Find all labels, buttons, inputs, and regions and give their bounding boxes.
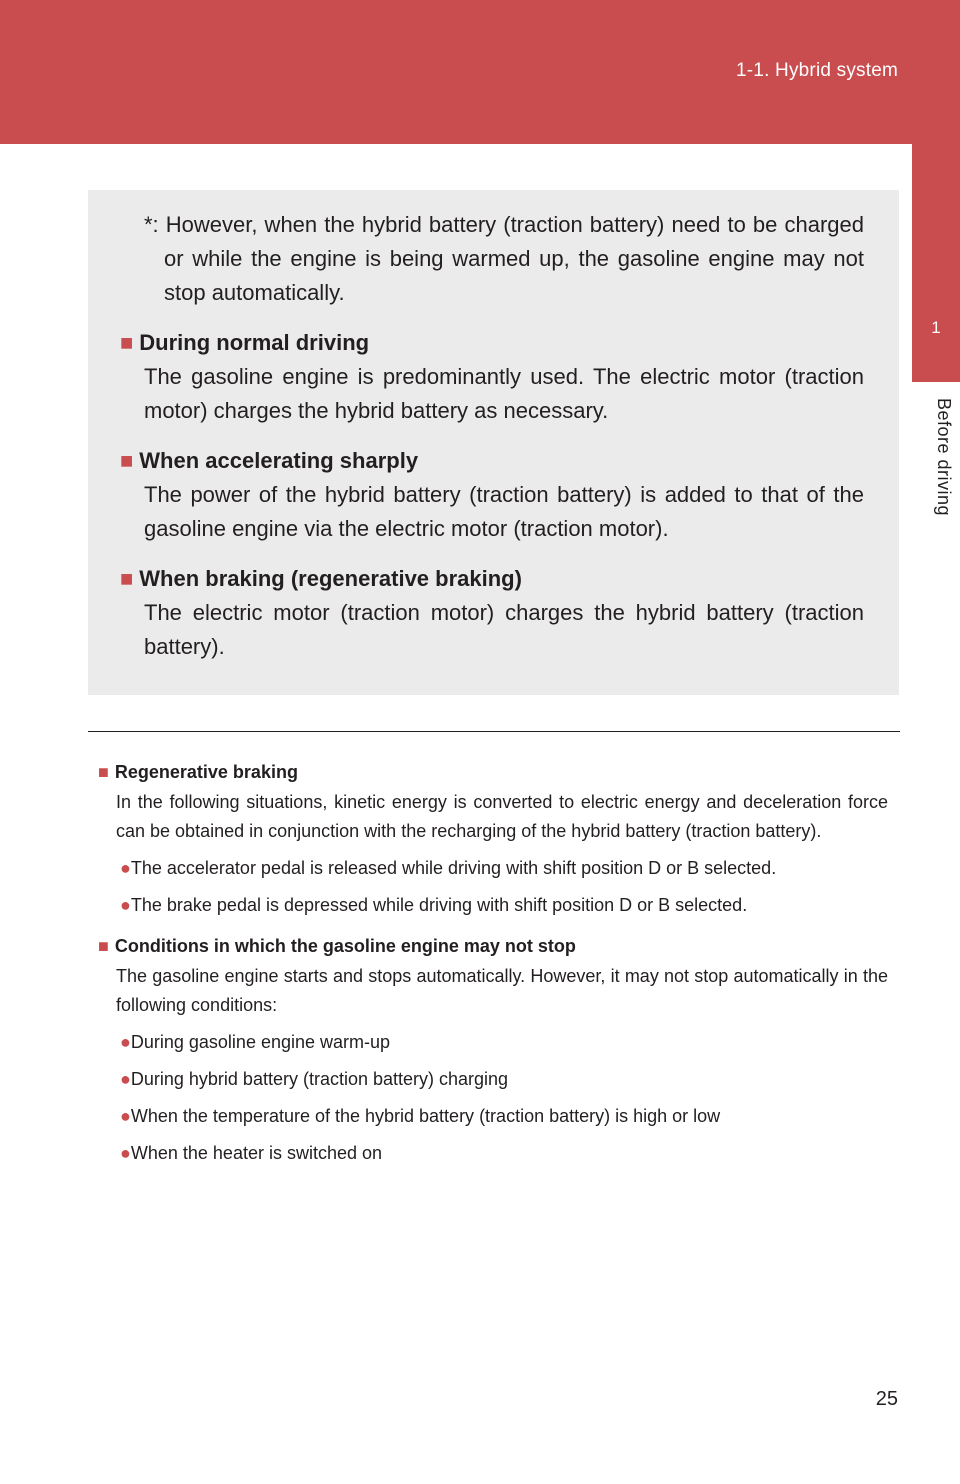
box-heading-normal-driving	[120, 326, 864, 360]
dot-bullet-icon: ●	[120, 1069, 131, 1089]
note-body-engine-stop: The gasoline engine starts and stops automatically. However, it may not stop automatically in the following conditions:	[116, 966, 888, 1015]
box-heading-accelerating	[120, 444, 864, 478]
list-item	[120, 891, 888, 920]
list-item	[120, 1065, 888, 1094]
box-body-normal-driving: The gasoline engine is predominantly used. The electric motor (traction motor) charges the hybrid battery as necessary.	[144, 364, 864, 423]
divider	[88, 731, 900, 732]
header-band	[0, 0, 960, 144]
heading-text: When braking (regenerative braking)	[139, 566, 522, 591]
list-item-text: During gasoline engine warm-up	[130, 1032, 391, 1052]
dot-bullet-icon: ●	[120, 1032, 131, 1052]
box-heading-braking	[120, 562, 864, 596]
heading-text: During normal driving	[139, 330, 370, 355]
list-item-text: The brake pedal is depressed while driving with shift position D or B selected.	[130, 895, 748, 915]
list-item	[120, 854, 888, 883]
page-number: 25	[875, 1388, 898, 1410]
box-body-accelerating: The power of the hybrid battery (traction battery) is added to that of the gasoline engine via the electric motor (traction motor).	[144, 482, 864, 541]
list-item	[120, 1102, 888, 1131]
heading-text: Regenerative braking	[114, 762, 298, 782]
dot-bullet-icon: ●	[120, 1143, 131, 1163]
chapter-label: Before driving	[934, 398, 954, 517]
section-title: 1-1. Hybrid system	[736, 60, 898, 81]
square-bullet-icon: ■	[120, 566, 134, 591]
list-item-text: During hybrid battery (traction battery) charging	[130, 1069, 509, 1089]
info-box	[88, 190, 899, 695]
note-heading-regenerative	[98, 758, 888, 786]
note-body-regenerative: In the following situations, kinetic energy is converted to electric energy and deceleration force can be obtained in conjunction with the recharging of the hybrid battery (traction battery).	[116, 792, 888, 841]
dot-bullet-icon: ●	[120, 895, 131, 915]
box-body-braking: The electric motor (traction motor) charges the hybrid battery (traction battery).	[144, 600, 864, 659]
note-heading-engine-stop	[98, 932, 888, 960]
dot-bullet-icon: ●	[120, 858, 131, 878]
heading-text: When accelerating sharply	[139, 448, 419, 473]
dot-bullet-icon: ●	[120, 1106, 131, 1126]
square-bullet-icon: ■	[98, 762, 109, 782]
list-item-text: When the heater is switched on	[130, 1143, 383, 1163]
list-item	[120, 1139, 888, 1168]
notes-section	[98, 758, 888, 1168]
list-item-text: When the temperature of the hybrid battery (traction battery) is high or low	[130, 1106, 721, 1126]
footnote: *: However, when the hybrid battery (traction battery) need to be charged or while the engine is being warmed up, the gasoline engine may not stop automatically.	[144, 212, 864, 305]
square-bullet-icon: ■	[120, 330, 134, 355]
square-bullet-icon: ■	[120, 448, 134, 473]
chapter-tab	[912, 144, 960, 382]
chapter-number: 1	[931, 318, 941, 337]
heading-text: Conditions in which the gasoline engine may not stop	[114, 936, 576, 956]
list-item	[120, 1028, 888, 1057]
list-item-text: The accelerator pedal is released while driving with shift position D or B selected.	[130, 858, 777, 878]
square-bullet-icon: ■	[98, 936, 109, 956]
